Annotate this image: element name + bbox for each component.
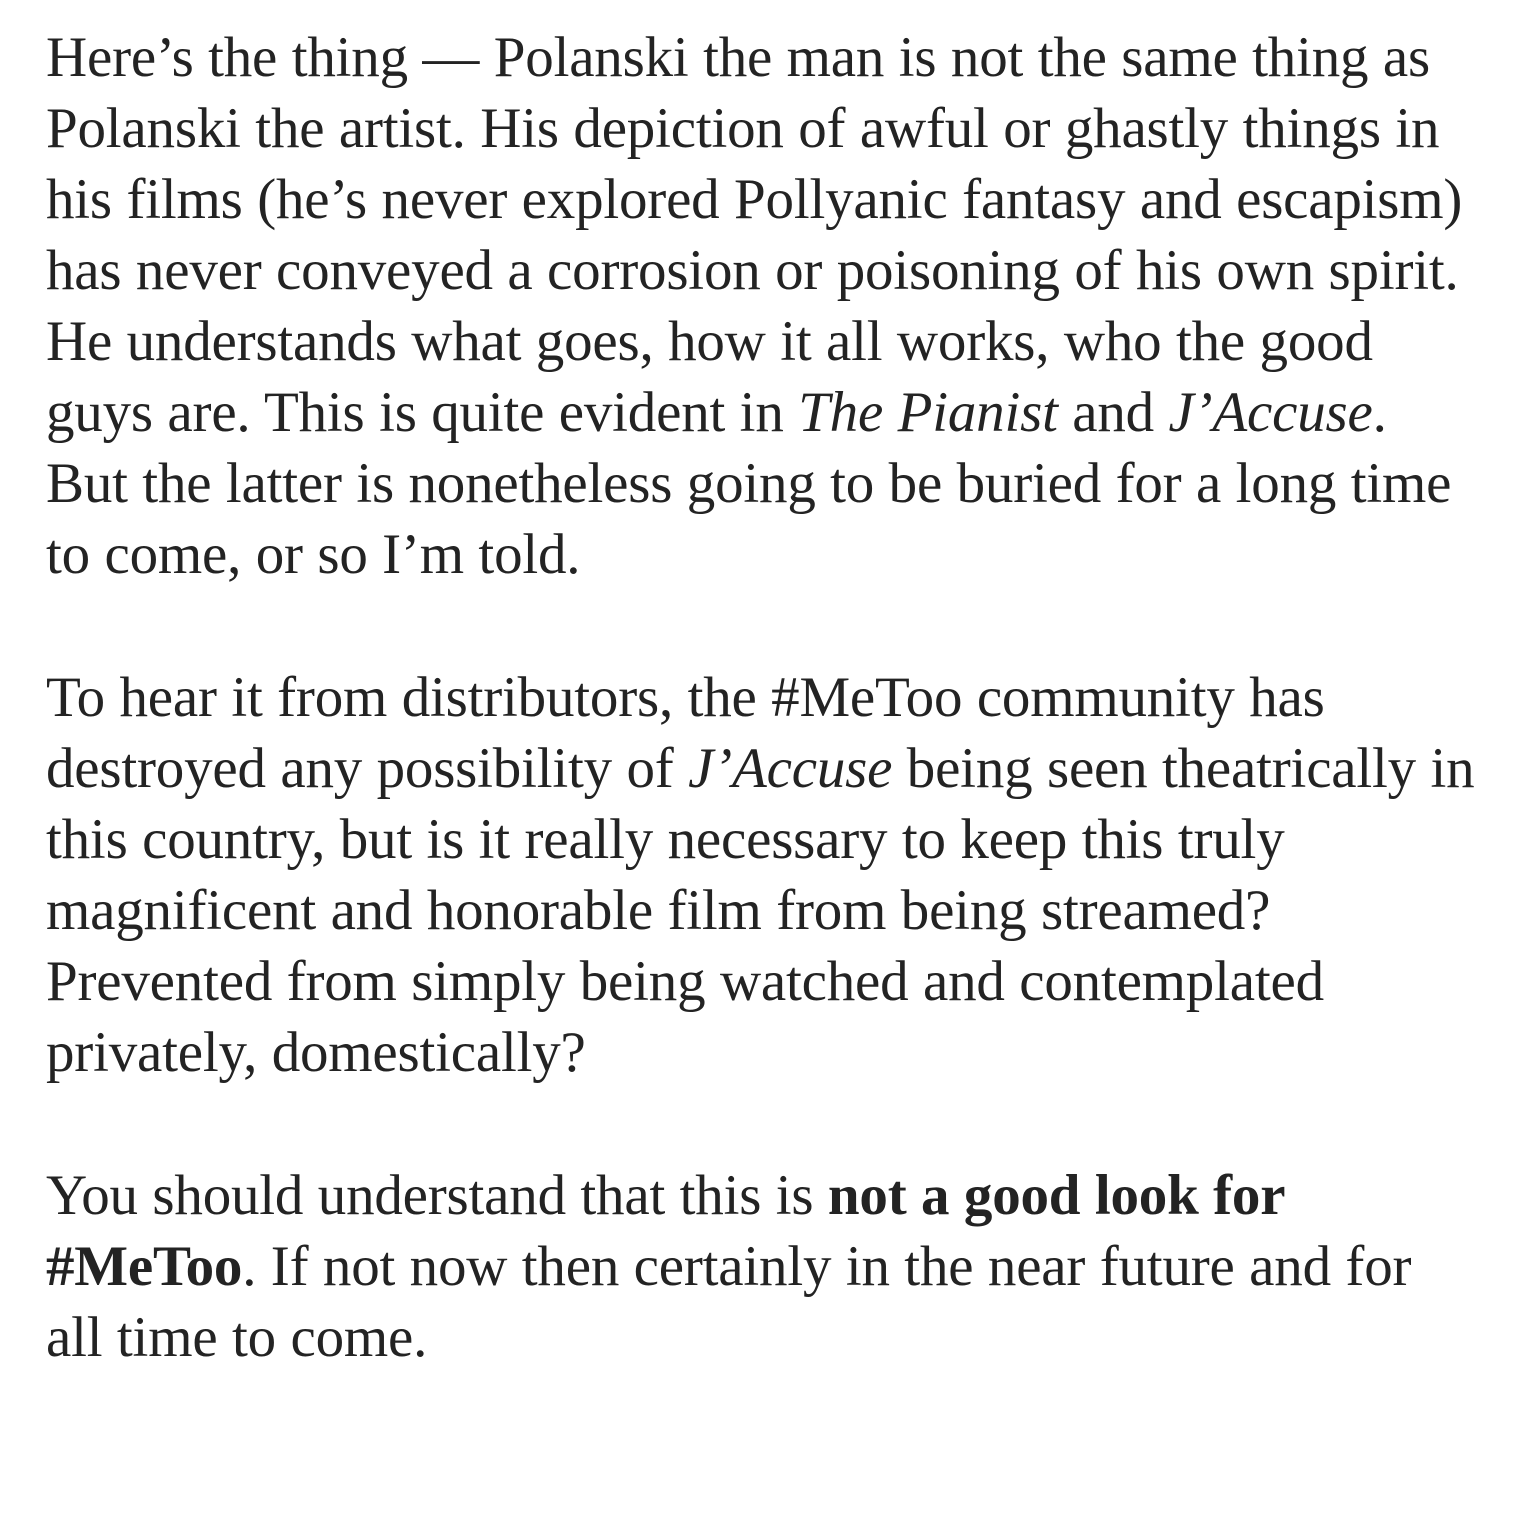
- text-run: To hear it from distributors, the #MeToo community has destroyed any possibility of: [46, 666, 1325, 800]
- text-run: and: [1057, 381, 1169, 444]
- text-run: Here’s the thing — Polanski the man is not the same thing as Polanski the artist. His depiction of awful or ghastly things in his films (he’s never explored Pollyanic fantasy and escapism) has never conveyed a corrosion or poisoning of his own spirit. He understands what goes, how it all works, who the good guys are. This is quite evident in: [46, 26, 1463, 444]
- paragraph: [46, 662, 1479, 1088]
- article-body: [46, 22, 1479, 1373]
- italic-title: J’Accuse: [688, 737, 893, 800]
- italic-title: J’Accuse: [1168, 381, 1373, 444]
- text-run: . But the latter is nonetheless going to be buried for a long time to come, or so I’m told.: [46, 381, 1452, 586]
- text-run: being seen theatrically in this country, but is it really necessary to keep this truly magnificent and honorable film from being streamed? Prevented from simply being watched and contemplated privately, domestically?: [46, 737, 1475, 1084]
- paragraph: [46, 1160, 1479, 1373]
- italic-title: The Pianist: [798, 381, 1058, 444]
- paragraph: [46, 22, 1479, 590]
- text-run: . If not now then certainly in the near future and for all time to come.: [46, 1235, 1412, 1369]
- bold-emphasis: not a good look for #MeToo: [46, 1164, 1285, 1298]
- text-run: You should understand that this is: [46, 1164, 828, 1227]
